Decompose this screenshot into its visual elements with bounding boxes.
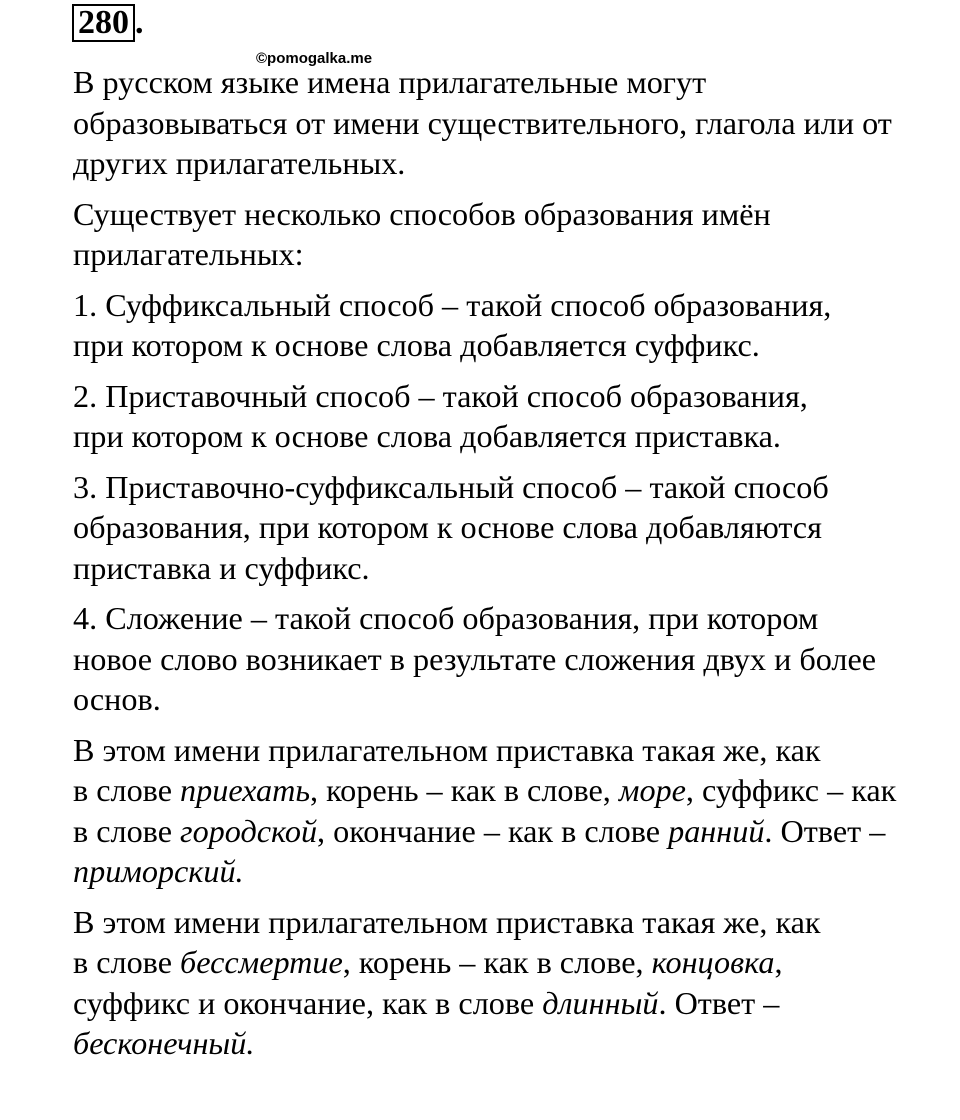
text-fragment: суффикс и окончание, как в слове: [73, 984, 543, 1021]
text-line: Существует несколько способов образования имён: [73, 195, 771, 232]
example-word: концовка: [651, 944, 775, 980]
text-line: других прилагательных.: [73, 145, 406, 181]
text-line: 3. Приставочно-суффиксальный способ – такой способ: [73, 468, 829, 505]
text-line: при котором к основе слова добавляется суффикс.: [73, 327, 760, 363]
text-line: В этом имени прилагательном приставка такая же, как: [73, 903, 821, 940]
document-body: [3, 62, 960, 1074]
text-line: 2. Приставочный способ – такой способ образования,: [73, 377, 808, 414]
text-line: новое слово возникает в результате сложения двух и более: [73, 640, 877, 677]
text-fragment: . Ответ –: [658, 984, 780, 1021]
text-fragment: , окончание – как в слове: [317, 812, 669, 849]
text-fragment: ,: [774, 944, 783, 980]
text-line: 1. Суффиксальный способ – такой способ образования,: [73, 286, 832, 323]
answer-1-paragraph: [3, 730, 960, 892]
answer-2-paragraph: [3, 902, 960, 1064]
text-line: [3, 851, 960, 892]
intro-paragraph: [3, 62, 960, 184]
text-line: В этом имени прилагательном приставка такая же, как: [73, 731, 821, 768]
example-word: приехать: [180, 772, 311, 808]
text-fragment: , корень – как в слове,: [310, 772, 619, 808]
text-fragment: .: [235, 853, 244, 889]
text-fragment: , суффикс – как: [685, 772, 897, 808]
answer-word: приморский: [73, 853, 236, 889]
text-line: приставка и суффикс.: [73, 549, 370, 586]
text-line: прилагательных:: [73, 236, 304, 272]
text-line: В русском языке имена прилагательные могут: [73, 64, 707, 100]
text-fragment: в слове: [73, 772, 181, 808]
watermark: ©pomogalka.me: [256, 50, 373, 67]
example-word: городской: [180, 812, 318, 849]
answer-word: бесконечный: [73, 1025, 247, 1061]
text-line: [3, 811, 960, 852]
exercise-number-dot: .: [135, 4, 144, 41]
example-word: море: [618, 772, 686, 808]
text-line: [3, 770, 960, 811]
text-line: при котором к основе слова добавляется приставка.: [73, 418, 781, 454]
example-word: длинный: [542, 984, 659, 1021]
text-fragment: .: [246, 1025, 255, 1061]
text-line: [3, 942, 960, 983]
text-fragment: , корень – как в слове,: [342, 944, 652, 980]
text-fragment: в слове: [73, 944, 181, 980]
method-3-paragraph: [3, 467, 960, 589]
text-line: [3, 983, 960, 1024]
text-line: образования, при котором к основе слова добавляются: [73, 509, 822, 545]
example-word: бессмертие: [180, 944, 343, 980]
example-word: ранний: [668, 812, 765, 849]
methods-intro-paragraph: [3, 194, 960, 275]
text-line: 4. Сложение – такой способ образования, при котором: [73, 600, 819, 636]
exercise-number-box: [72, 4, 135, 42]
method-2-paragraph: [3, 376, 960, 457]
method-1-paragraph: [3, 285, 960, 366]
exercise-number-value: 280: [78, 4, 129, 41]
text-line: основ.: [73, 681, 161, 717]
text-line: [3, 1023, 960, 1064]
text-fragment: в слове: [73, 812, 181, 849]
text-line: образовываться от имени существительного, глагола или от: [73, 104, 892, 141]
method-4-paragraph: [3, 598, 960, 720]
text-fragment: . Ответ –: [764, 812, 886, 849]
exercise-number: [72, 4, 144, 42]
